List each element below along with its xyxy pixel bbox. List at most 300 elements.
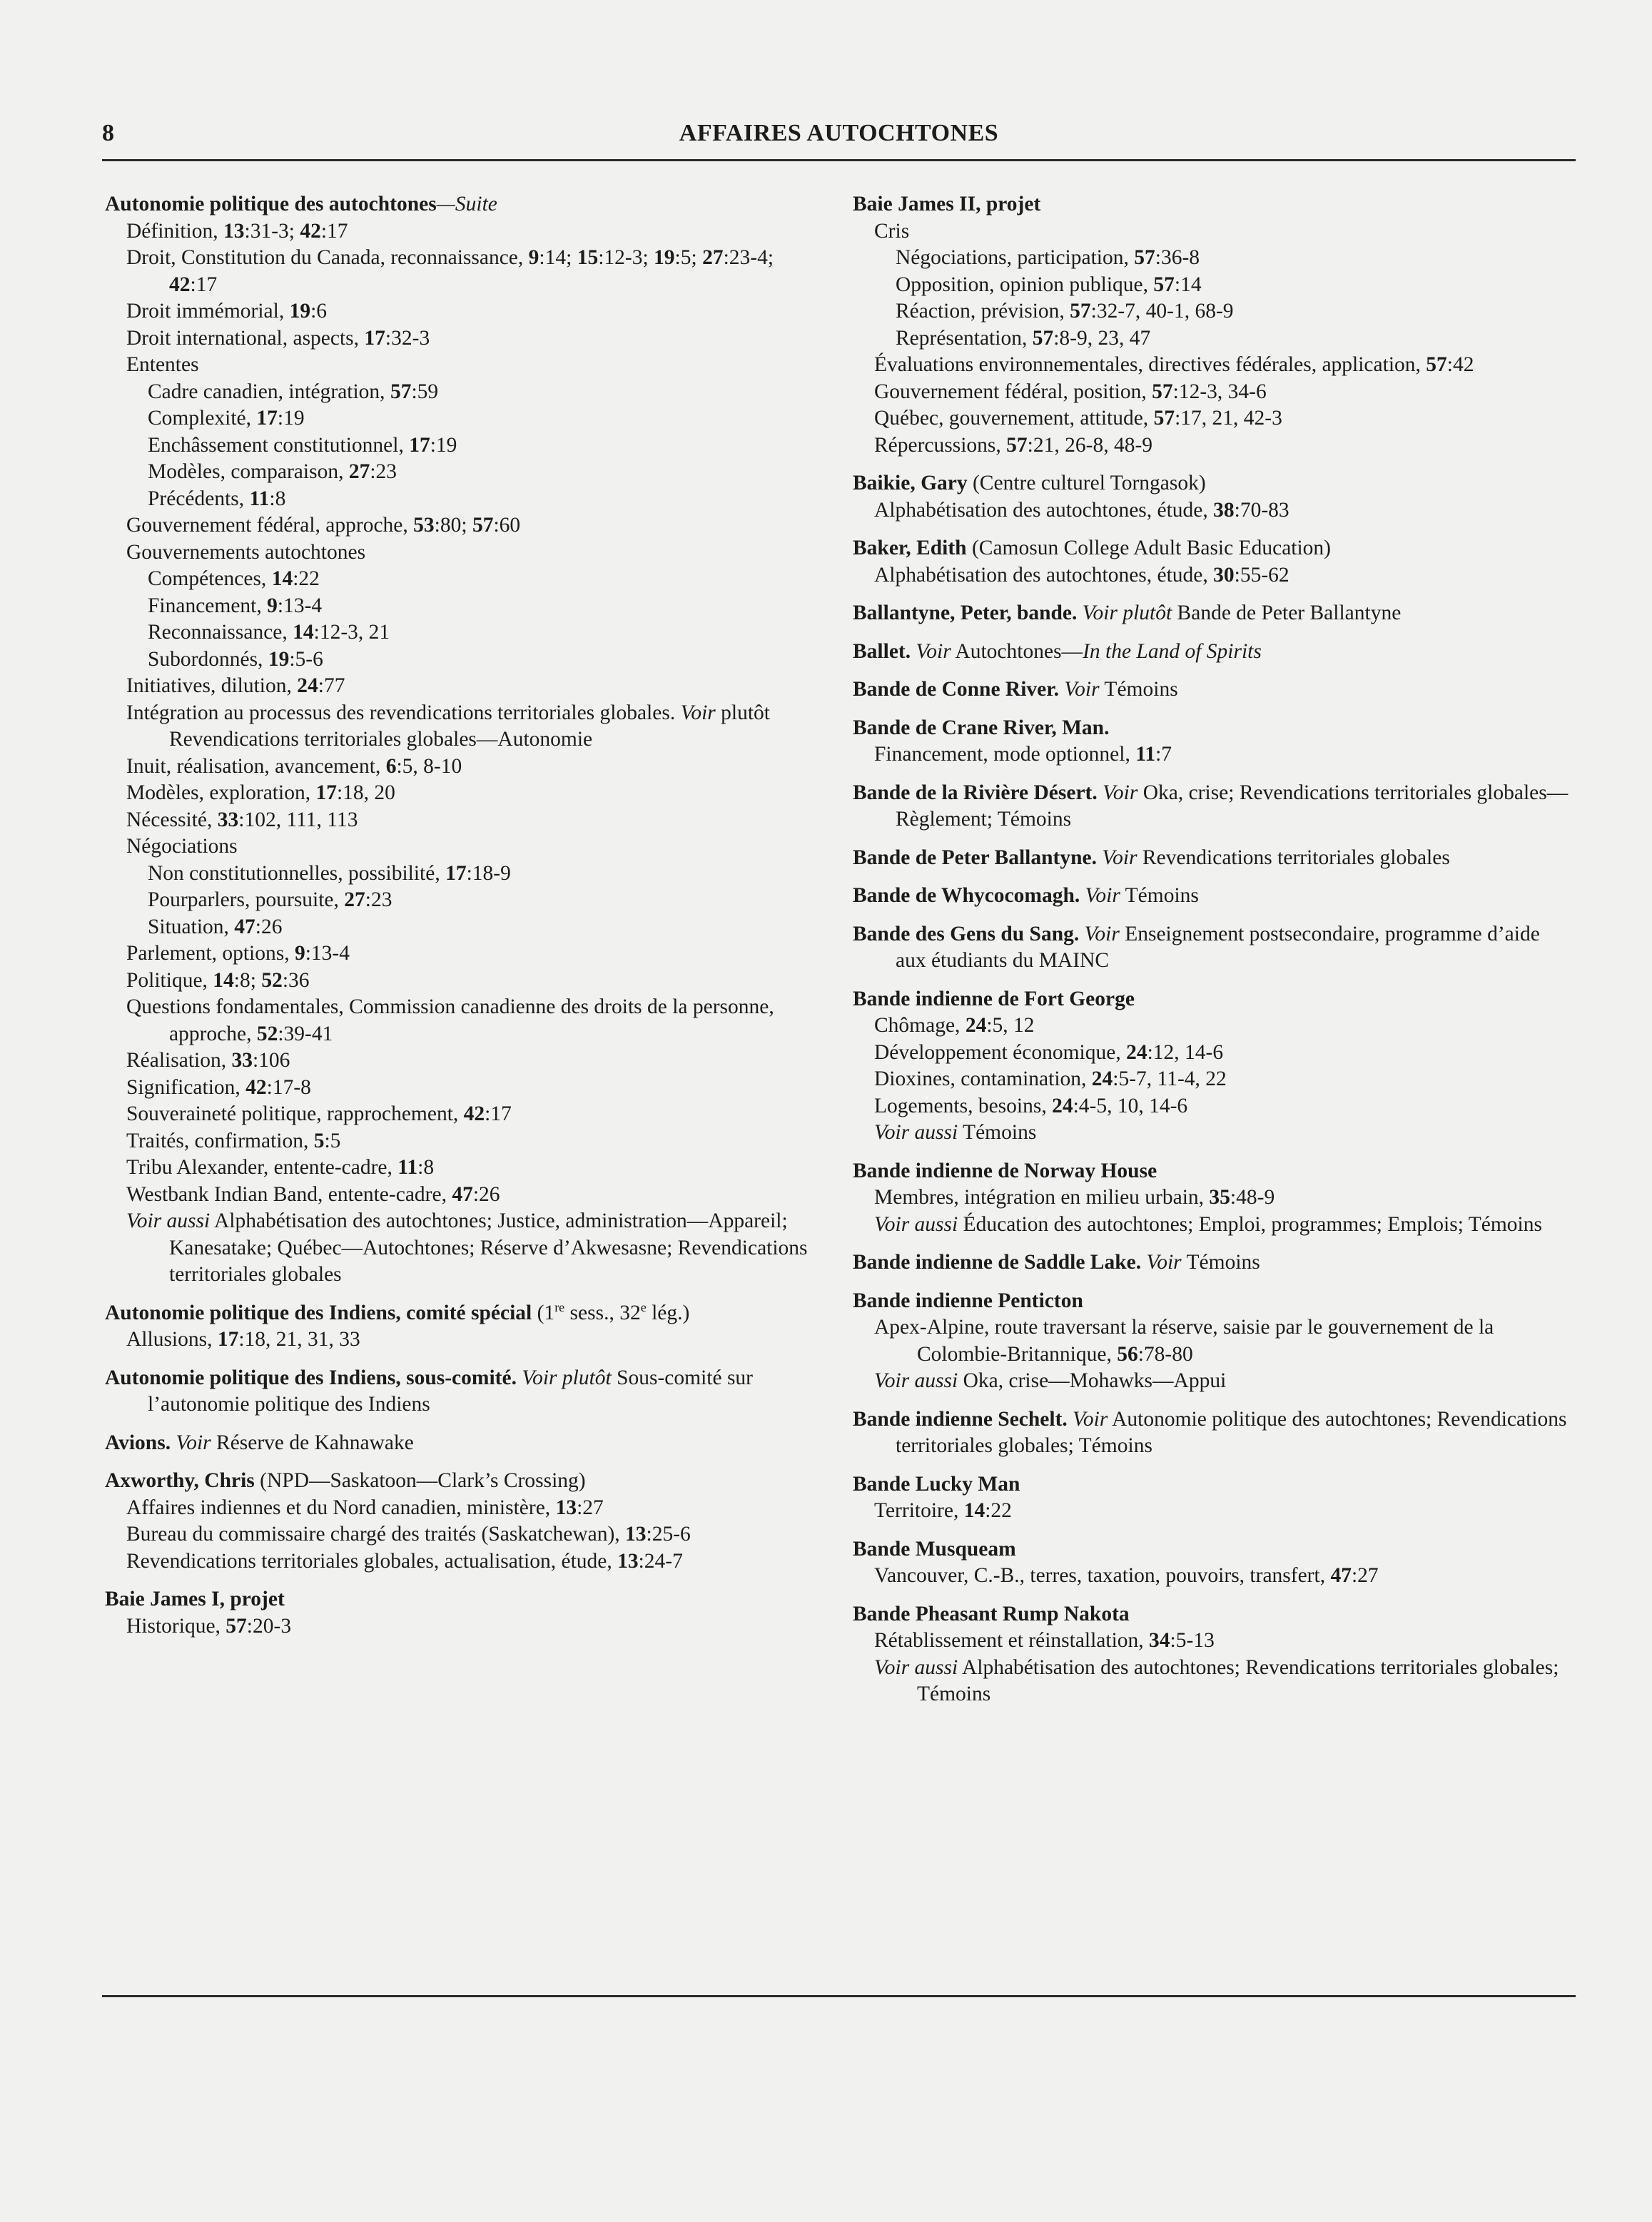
text-run: Complexité, xyxy=(148,407,257,430)
subentry xyxy=(853,1498,1574,1525)
text-run: Modèles, exploration, xyxy=(126,781,316,804)
subentry xyxy=(105,861,811,888)
entry-heading xyxy=(853,986,1574,1013)
text-run: 42 xyxy=(463,1102,485,1125)
text-run: :12-3; xyxy=(598,246,654,269)
text-run: Ballet. xyxy=(853,639,911,663)
subentry xyxy=(853,432,1574,460)
text-run: Négociations, participation, xyxy=(896,246,1135,269)
text-run: Parlement, options, xyxy=(126,942,295,965)
text-run: 30 xyxy=(1213,563,1235,587)
text-run: Voir aussi xyxy=(874,1121,958,1144)
text-run: Historique, xyxy=(126,1614,226,1638)
text-run: (1 xyxy=(532,1301,555,1324)
entry-heading xyxy=(853,780,1574,833)
text-run: 57 xyxy=(1153,407,1175,430)
text-run: Bande Lucky Man xyxy=(853,1472,1020,1496)
entry-heading xyxy=(853,1471,1574,1498)
subentry xyxy=(105,940,811,968)
text-run: Négociations xyxy=(126,835,238,858)
entry-heading xyxy=(853,676,1574,704)
text-run: :12-3, 21 xyxy=(313,621,390,644)
text-run: Voir xyxy=(1103,781,1138,804)
text-run: Intégration au processus des revendications territoriales globales. xyxy=(126,701,681,724)
page-header xyxy=(102,120,1576,160)
text-run: 15 xyxy=(577,246,599,269)
text-run: :5, 8-10 xyxy=(396,754,462,778)
page-title: AFFAIRES AUTOCHTONES xyxy=(679,120,999,146)
text-run: (NPD—Saskatoon—Clark’s Crossing) xyxy=(254,1469,586,1492)
text-run: sess., 32 xyxy=(564,1301,641,1324)
text-run: 24 xyxy=(297,674,318,697)
subentry xyxy=(105,780,811,807)
text-run: Oka, crise—Mohawks—Appui xyxy=(958,1369,1227,1392)
text-run: Financement, mode optionnel, xyxy=(874,743,1136,766)
text-run: Dioxines, contamination, xyxy=(874,1067,1092,1090)
text-run: Voir xyxy=(1073,1407,1108,1431)
text-run: Représentation, xyxy=(896,326,1033,350)
text-run: :18, 20 xyxy=(336,781,395,804)
text-run: plutôt Revendications territoriales globales—Autonomie xyxy=(169,701,770,751)
subentry xyxy=(105,352,811,379)
entry-heading xyxy=(105,1586,811,1613)
text-run: 47 xyxy=(1330,1564,1352,1587)
text-run: 24 xyxy=(1091,1067,1113,1090)
subentry xyxy=(853,298,1574,325)
text-run: Voir aussi xyxy=(874,1655,958,1679)
entry-heading xyxy=(853,1601,1574,1628)
text-run: Enseignement postsecondaire, programme d’aide aux étudiants du MAINC xyxy=(896,922,1540,972)
index-entry xyxy=(853,715,1574,768)
subentry xyxy=(853,1563,1574,1590)
subentry xyxy=(105,968,811,995)
index-entry xyxy=(853,191,1574,459)
subentry xyxy=(105,1548,811,1576)
subentry xyxy=(105,1155,811,1182)
text-run: Bande de la Rivière Désert. xyxy=(853,781,1098,804)
text-run: Axworthy, Chris xyxy=(105,1469,255,1492)
text-run: Inuit, réalisation, avancement, xyxy=(126,754,386,778)
text-run: 13 xyxy=(555,1496,577,1519)
subentry xyxy=(853,1212,1574,1239)
text-run: 17 xyxy=(256,407,278,430)
text-run: :32-3 xyxy=(385,326,430,350)
subentry xyxy=(105,566,811,593)
text-run: Affaires indiennes et du Nord canadien, ministère, xyxy=(126,1496,556,1519)
text-run: Réserve de Kahnawake xyxy=(211,1431,414,1454)
text-run: 19 xyxy=(654,246,675,269)
text-run: Bande de Peter Ballantyne xyxy=(1172,602,1402,624)
text-run: Droit international, aspects, xyxy=(126,326,365,350)
text-run: :17 xyxy=(485,1102,512,1125)
text-run: :27 xyxy=(1351,1564,1379,1587)
subentry xyxy=(853,1093,1574,1120)
text-run: :106 xyxy=(252,1049,290,1072)
text-run: Reconnaissance, xyxy=(148,621,293,644)
index-entry xyxy=(853,921,1574,975)
text-run: Sous-comité sur l’autonomie politique des Indiens xyxy=(148,1366,754,1416)
text-run: :78-80 xyxy=(1137,1342,1193,1366)
subentry xyxy=(105,593,811,620)
text-run: Bande indienne Penticton xyxy=(853,1289,1083,1312)
entry-heading xyxy=(105,1300,811,1327)
text-run: Revendications territoriales globales xyxy=(1137,846,1450,869)
text-run: 38 xyxy=(1213,498,1235,522)
text-run: Voir plutôt xyxy=(522,1366,612,1389)
subentry xyxy=(105,379,811,406)
entry-heading xyxy=(853,600,1574,627)
text-run: Cris xyxy=(874,219,910,243)
text-run: Autochtones— xyxy=(951,639,1083,663)
entry-heading xyxy=(105,1365,811,1419)
text-run: lég.) xyxy=(646,1301,690,1324)
text-run: 17 xyxy=(315,781,337,804)
text-run: Bande de Conne River. xyxy=(853,678,1060,701)
text-run: Traités, confirmation, xyxy=(126,1129,314,1152)
text-run: Témoins xyxy=(1120,884,1199,907)
entry-heading xyxy=(853,470,1574,497)
subentry xyxy=(853,218,1574,245)
subentry xyxy=(105,459,811,486)
subentry xyxy=(105,1208,811,1289)
subentry xyxy=(105,245,811,298)
text-run: Bande de Peter Ballantyne. xyxy=(853,846,1097,869)
text-run: Bande indienne de Norway House xyxy=(853,1159,1157,1182)
entry-heading xyxy=(853,1406,1574,1460)
text-run: :8 xyxy=(417,1156,435,1179)
text-run: Éducation des autochtones; Emploi, programmes; Emplois; Témoins xyxy=(958,1212,1542,1236)
text-run: Droit immémorial, xyxy=(126,300,290,323)
text-run: :5 xyxy=(324,1129,341,1152)
text-run: :17, 21, 42-3 xyxy=(1175,407,1282,430)
entry-heading xyxy=(853,921,1574,975)
text-run: Membres, intégration en milieu urbain, xyxy=(874,1186,1210,1209)
text-run: 5 xyxy=(313,1129,325,1152)
subentry xyxy=(105,700,811,754)
text-run: 24 xyxy=(1126,1040,1147,1064)
entry-heading xyxy=(853,845,1574,872)
text-run: Répercussions, xyxy=(874,433,1007,457)
subentry xyxy=(853,405,1574,432)
text-run: 57 xyxy=(1134,246,1155,269)
text-run: Voir aussi xyxy=(874,1369,958,1392)
subentry xyxy=(853,562,1574,589)
text-run: :102, 111, 113 xyxy=(238,808,358,831)
text-run: :5-13 xyxy=(1170,1629,1215,1652)
subentry xyxy=(105,994,811,1047)
text-run: e xyxy=(640,1299,647,1314)
text-run: Voir xyxy=(1146,1251,1182,1274)
subentry xyxy=(105,807,811,834)
index-entry xyxy=(853,1249,1574,1277)
index-entry xyxy=(853,986,1574,1147)
text-run: (Camosun College Adult Basic Education) xyxy=(966,537,1332,559)
text-run: :13-4 xyxy=(277,594,323,617)
subentry xyxy=(853,741,1574,768)
text-run: Voir plutôt xyxy=(1082,602,1172,624)
subentry xyxy=(105,1326,811,1354)
text-run: Compétences, xyxy=(148,567,272,590)
text-run: Tribu Alexander, entente-cadre, xyxy=(126,1156,398,1179)
text-run: Bande des Gens du Sang. xyxy=(853,922,1080,945)
subentry xyxy=(853,1066,1574,1093)
subentry xyxy=(105,1128,811,1155)
index-entry xyxy=(105,191,811,1289)
entry-heading xyxy=(105,1468,811,1495)
text-run: :5-6 xyxy=(289,647,323,671)
text-run: :23 xyxy=(365,888,392,911)
text-run: :23 xyxy=(370,460,397,483)
subentry xyxy=(853,497,1574,524)
text-run: :14; xyxy=(539,246,577,269)
index-entry xyxy=(105,1430,811,1457)
text-run: 13 xyxy=(223,219,245,243)
text-run: :19 xyxy=(430,433,457,457)
text-run: 14 xyxy=(963,1499,985,1522)
text-run: :32-7, 40-1, 68-9 xyxy=(1090,300,1234,323)
subentry xyxy=(853,1013,1574,1040)
text-run: Bande Musqueam xyxy=(853,1537,1016,1561)
text-run: :26 xyxy=(472,1182,500,1206)
text-run: 57 xyxy=(1006,433,1028,457)
index-entry xyxy=(853,845,1574,872)
text-run: Droit, Constitution du Canada, reconnaissance, xyxy=(126,246,529,269)
text-run: 17 xyxy=(445,861,467,885)
text-run: Voir xyxy=(176,1431,211,1454)
text-run: Revendications territoriales globales, actualisation, étude, xyxy=(126,1549,618,1573)
text-run: 9 xyxy=(528,246,539,269)
text-run: Ballantyne, Peter, bande. xyxy=(853,602,1078,624)
text-run: Gouvernement fédéral, position, xyxy=(874,380,1152,403)
text-run: 13 xyxy=(617,1549,639,1573)
text-run: 57 xyxy=(390,380,412,403)
text-run: :59 xyxy=(411,380,439,403)
text-run: Nécessité, xyxy=(126,808,218,831)
text-run: :60 xyxy=(493,514,521,537)
text-run: Alphabétisation des autochtones; Justice, administration—Appareil; Kanesatake; Québec—Autochtones; Réserve d’Akwesasne; Revendications territoriales globales xyxy=(169,1209,808,1286)
text-run: Alphabétisation des autochtones, étude, xyxy=(874,498,1214,522)
subentry xyxy=(853,1120,1574,1147)
text-run: Questions fondamentales, Commission canadienne des droits de la personne, approche, xyxy=(126,995,774,1045)
subentry xyxy=(853,1040,1574,1067)
header-rule xyxy=(102,159,1576,161)
index-entry xyxy=(105,1468,811,1575)
text-run: 53 xyxy=(413,514,435,537)
text-run: Situation, xyxy=(148,915,235,938)
text-run: Voir xyxy=(1084,922,1120,945)
text-run: Ententes xyxy=(126,353,199,376)
text-run: 57 xyxy=(1426,353,1447,376)
text-run: Autonomie politique des Indiens, sous-comité. xyxy=(105,1366,517,1389)
text-run: Développement économique, xyxy=(874,1040,1127,1064)
subentry xyxy=(853,272,1574,299)
index-entry xyxy=(853,1471,1574,1525)
text-run: In the Land of Spirits xyxy=(1083,639,1262,663)
entry-heading xyxy=(853,715,1574,742)
subentry xyxy=(853,1184,1574,1212)
text-run: 11 xyxy=(249,487,270,510)
text-run: :17-8 xyxy=(266,1075,311,1099)
entry-heading xyxy=(853,883,1574,910)
text-run: Financement, xyxy=(148,594,268,617)
text-run: 52 xyxy=(261,968,283,992)
index-entry xyxy=(853,1158,1574,1239)
text-run: Baker, Edith xyxy=(853,537,967,559)
subentry xyxy=(853,1655,1574,1708)
entry-heading xyxy=(853,639,1574,666)
index-entry xyxy=(853,1406,1574,1460)
text-run: Voir xyxy=(680,701,716,724)
text-run: (Centre culturel Torngasok) xyxy=(967,472,1206,494)
text-run: :18-9 xyxy=(466,861,511,885)
text-run: 57 xyxy=(1152,380,1173,403)
text-run: Témoins xyxy=(1099,678,1178,701)
text-run: 35 xyxy=(1209,1186,1230,1209)
text-run: :4-5, 10, 14-6 xyxy=(1073,1094,1188,1117)
text-run: Autonomie politique des Indiens, comité spécial xyxy=(105,1301,532,1324)
subentry xyxy=(105,619,811,646)
text-run: 24 xyxy=(1052,1094,1073,1117)
entry-heading xyxy=(853,1158,1574,1185)
entry-heading xyxy=(853,191,1574,218)
text-run: 42 xyxy=(245,1075,267,1099)
text-run: 34 xyxy=(1149,1629,1170,1652)
text-run: Initiatives, dilution, xyxy=(126,674,298,697)
subentry xyxy=(105,405,811,432)
index-entry xyxy=(105,1365,811,1419)
text-run: :31-3; xyxy=(244,219,300,243)
text-run: 9 xyxy=(294,942,305,965)
text-run: :5, 12 xyxy=(986,1014,1035,1037)
subentry xyxy=(105,1495,811,1522)
text-run: 19 xyxy=(268,647,290,671)
entry-heading xyxy=(105,1430,811,1457)
text-run: 33 xyxy=(217,808,239,831)
text-run: Apex-Alpine, route traversant la réserve, saisie par le gouvernement de la Colombie-Britannique, xyxy=(874,1316,1494,1366)
subentry xyxy=(853,1368,1574,1395)
text-run: Alphabétisation des autochtones; Revendications territoriales globales; Témoins xyxy=(917,1655,1559,1705)
text-run: 11 xyxy=(1135,743,1156,766)
text-run: re xyxy=(554,1299,565,1314)
subentry xyxy=(105,512,811,539)
index-entry xyxy=(853,535,1574,589)
text-run: Subordonnés, xyxy=(148,647,268,671)
text-run: :27 xyxy=(577,1496,604,1519)
text-run: :5-7, 11-4, 22 xyxy=(1113,1067,1227,1090)
text-run: Politique, xyxy=(126,968,213,992)
text-run: 14 xyxy=(293,621,314,644)
text-run: 57 xyxy=(1032,326,1054,350)
text-run: :77 xyxy=(318,674,345,697)
subentry xyxy=(105,432,811,460)
text-run: Bande indienne de Fort George xyxy=(853,987,1135,1010)
text-run: Rétablissement et réinstallation, xyxy=(874,1629,1150,1652)
page-number: 8 xyxy=(102,120,114,146)
text-run: Voir xyxy=(1064,678,1100,701)
text-run: :14 xyxy=(1174,273,1202,296)
subentry xyxy=(105,1075,811,1102)
text-run: 57 xyxy=(1070,300,1091,323)
text-run: :39-41 xyxy=(278,1022,333,1045)
text-run: Signification, xyxy=(126,1075,246,1099)
text-run: 57 xyxy=(225,1614,247,1638)
index-entry xyxy=(853,1601,1574,1708)
text-run: :19 xyxy=(277,407,305,430)
text-run xyxy=(1079,923,1084,945)
text-run: 13 xyxy=(625,1523,647,1546)
text-run: 24 xyxy=(965,1014,987,1037)
text-run: Réaction, prévision, xyxy=(896,300,1070,323)
subentry xyxy=(105,298,811,325)
index-column-right xyxy=(853,191,1574,1720)
entry-heading xyxy=(853,1536,1574,1563)
text-run xyxy=(911,640,916,663)
subentry xyxy=(105,218,811,245)
text-run: Baie James II, projet xyxy=(853,193,1041,215)
text-run: :36-8 xyxy=(1155,246,1200,269)
text-run: Bande Pheasant Rump Nakota xyxy=(853,1602,1130,1625)
text-run: 57 xyxy=(472,514,494,537)
subentry xyxy=(105,833,811,861)
text-run: Voir xyxy=(1085,884,1120,907)
text-run: 47 xyxy=(234,915,255,938)
subentry xyxy=(105,325,811,352)
text-run: Pourparlers, poursuite, xyxy=(148,888,345,911)
text-run: :36 xyxy=(282,968,310,992)
text-run: Autonomie politique des autochtones xyxy=(105,193,437,215)
index-entry xyxy=(105,1586,811,1640)
text-run: Définition, xyxy=(126,219,224,243)
subentry xyxy=(105,887,811,914)
entry-heading xyxy=(853,1288,1574,1315)
text-run: Territoire, xyxy=(874,1499,964,1522)
index-entry xyxy=(853,639,1574,666)
text-run: 17 xyxy=(364,326,385,350)
index-entry xyxy=(853,676,1574,704)
subentry xyxy=(105,1047,811,1075)
text-run: Baie James I, projet xyxy=(105,1588,285,1610)
text-run: —Suite xyxy=(436,193,497,215)
text-run: 47 xyxy=(452,1182,473,1206)
subentry xyxy=(105,673,811,700)
text-run: :8-9, 23, 47 xyxy=(1053,326,1151,350)
index-entry xyxy=(853,1288,1574,1395)
subentry xyxy=(105,486,811,513)
index-entry xyxy=(853,600,1574,627)
text-run: :24-7 xyxy=(638,1549,683,1573)
text-run: 17 xyxy=(217,1328,239,1351)
index-entry xyxy=(853,780,1574,833)
text-run xyxy=(1077,602,1082,624)
text-run: :48-9 xyxy=(1230,1186,1275,1209)
index-entry xyxy=(853,470,1574,524)
subentry xyxy=(105,1182,811,1209)
subentry xyxy=(853,1314,1574,1368)
text-run: Cadre canadien, intégration, xyxy=(148,380,390,403)
subentry xyxy=(105,1521,811,1548)
text-run: :7 xyxy=(1155,743,1172,766)
text-run: :12-3, 34-6 xyxy=(1172,380,1267,403)
text-run: Modèles, comparaison, xyxy=(148,460,349,483)
text-run: 33 xyxy=(231,1049,253,1072)
index-entry xyxy=(853,1536,1574,1590)
text-run: Enchâssement constitutionnel, xyxy=(148,433,410,457)
text-run xyxy=(1080,884,1085,907)
text-run: Logements, besoins, xyxy=(874,1094,1053,1117)
text-run: Avions. xyxy=(105,1431,171,1454)
text-run: Voir aussi xyxy=(126,1209,211,1232)
text-run: Bureau du commissaire chargé des traités (Saskatchewan), xyxy=(126,1523,626,1546)
